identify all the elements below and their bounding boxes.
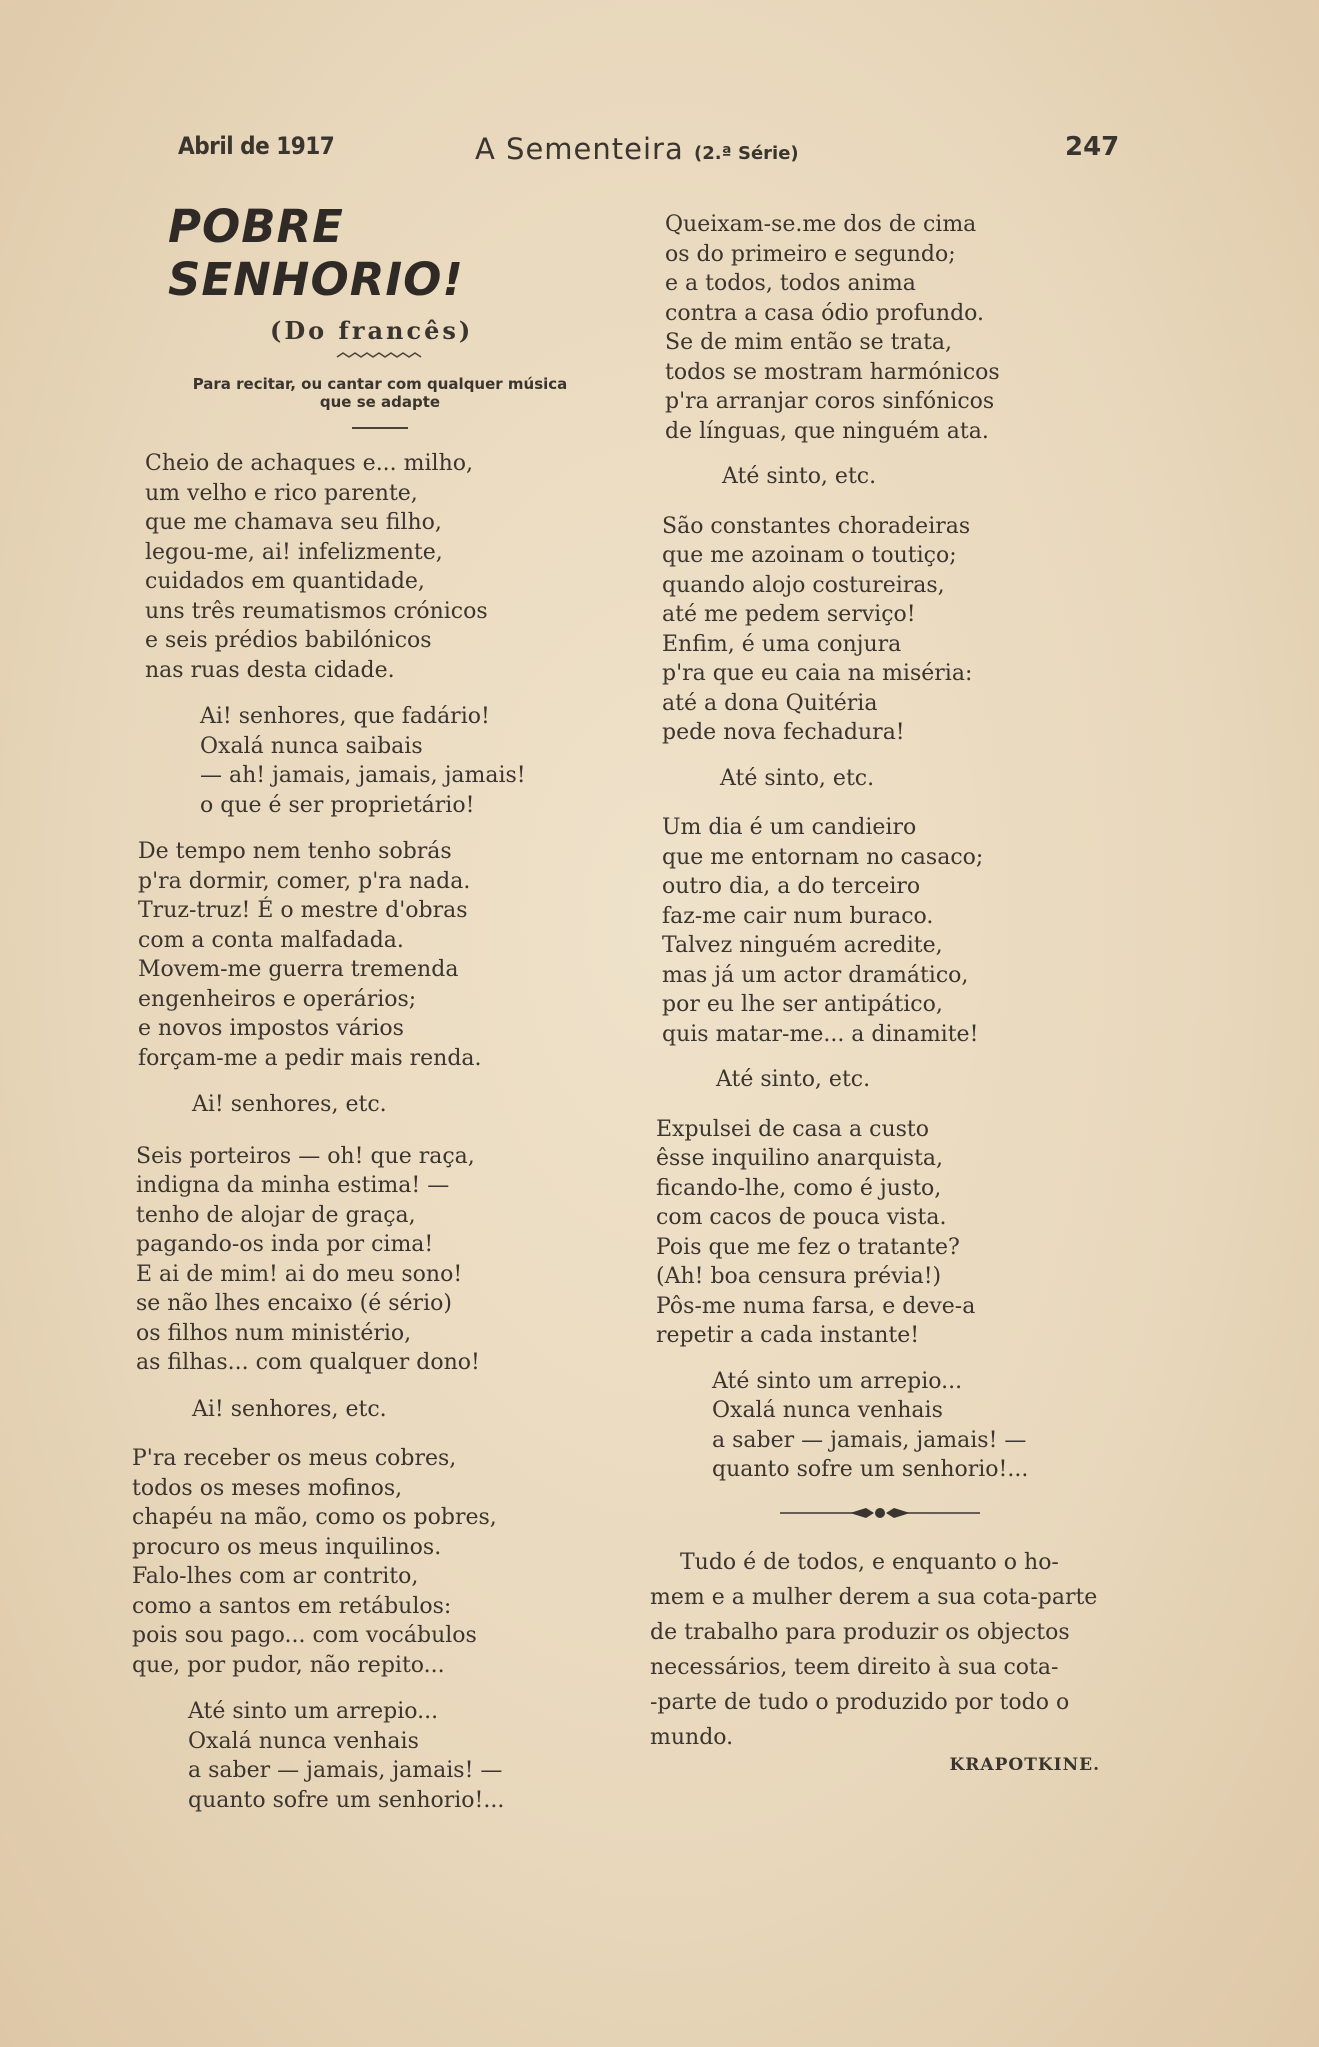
refrain-full: [130, 702, 630, 820]
verse-line: pois sou pago... com vocábulos: [132, 1623, 477, 1648]
verse-line: que me entornam no casaco;: [662, 844, 984, 870]
note-line: que se adapte: [319, 393, 441, 411]
verse-line: faz-me cair num buraco.: [662, 903, 934, 929]
verse-line: Seis porteiros — oh! que raça,: [136, 1143, 475, 1169]
verse-line: Pois que me fez o tratante?: [656, 1234, 960, 1260]
verse-line: De tempo nem tenho sobrás: [138, 839, 452, 864]
verse-line: Ai! senhores, etc.: [192, 1396, 387, 1422]
right-column: [650, 210, 1130, 1775]
stanza-2: [138, 837, 630, 1073]
verse-line: Até sinto, etc.: [722, 464, 877, 489]
verse-line: legou-me, ai! infelizmente,: [145, 539, 443, 565]
verse-line: Oxalá nunca venhais: [712, 1398, 943, 1423]
verse-line: se não lhes encaixo (é sério): [136, 1291, 452, 1316]
verse-line: tenho de alojar de graça,: [136, 1202, 416, 1228]
quote-line: Tudo é de todos, e enquanto o ho-: [680, 1549, 1059, 1575]
verse-line: todos os meses mofinos,: [132, 1475, 403, 1501]
verse-line: a saber — jamais, jamais! —: [712, 1427, 1027, 1453]
verse-line: cuidados em quantidade,: [145, 569, 425, 594]
verse-line: Um dia é um candieiro: [662, 815, 917, 840]
performance-note: [160, 375, 600, 411]
verse-line: indigna da minha estima! —: [136, 1173, 450, 1198]
verse-line: E ai de mim! ai do meu sono!: [136, 1261, 463, 1287]
verse-line: contra a casa ódio profundo.: [665, 300, 985, 326]
verse-line: Até sinto, etc.: [720, 765, 875, 791]
verse-line: Até sinto um arrepio...: [188, 1699, 439, 1724]
verse-line: Ai! senhores, que fadário!: [200, 704, 490, 729]
stanza-6: [662, 512, 1130, 748]
squiggle-divider: [335, 349, 425, 365]
verse-line: Oxalá nunca venhais: [188, 1728, 419, 1754]
verse-line: — ah! jamais, jamais, jamais!: [200, 763, 526, 788]
verse-line: outro dia, a do terceiro: [662, 874, 921, 899]
verse-line: Enfim, é uma conjura: [662, 631, 902, 657]
verse-line: todos se mostram harmónicos: [665, 359, 1000, 385]
verse-line: uns três reumatismos crónicos: [145, 598, 488, 624]
verse-line: São constantes choradeiras: [662, 513, 971, 539]
verse-line: que me chamava seu filho,: [145, 510, 442, 535]
verse-line: e novos impostos vários: [138, 1016, 404, 1041]
verse-line: até a dona Quitéria: [662, 690, 878, 716]
verse-line: repetir a cada instante!: [656, 1323, 920, 1348]
verse-line: e seis prédios babilónicos: [145, 628, 432, 653]
verse-line: p'ra que eu caia na miséria:: [662, 661, 973, 686]
verse-line: Até sinto um arrepio...: [712, 1368, 963, 1394]
verse-line: Pôs-me numa farsa, e deve-a: [656, 1293, 976, 1319]
verse-line: os filhos num ministério,: [136, 1320, 412, 1346]
page-number: 247: [1065, 132, 1120, 162]
verse-line: procuro os meus inquilinos.: [132, 1534, 442, 1560]
verse-line: forçam-me a pedir mais renda.: [138, 1045, 482, 1071]
series-label: (2.ª Série): [693, 143, 799, 164]
stanza-8: [656, 1115, 1130, 1351]
verse-line: p'ra arranjar coros sinfónicos: [665, 389, 995, 414]
verse-line: as filhas... com qualquer dono!: [136, 1350, 480, 1375]
publication-title: [475, 132, 799, 166]
stanza-7: [662, 813, 1130, 1049]
refrain-etc: [650, 462, 1130, 492]
verse-line: engenheiros e operários;: [138, 986, 417, 1012]
verse-line: Truz-truz! É o mestre d'obras: [138, 898, 468, 923]
verse-line: quanto sofre um senhorio!...: [712, 1457, 1029, 1482]
verse-line: p'ra dormir, comer, p'ra nada.: [138, 868, 471, 894]
verse-line: por eu lhe ser antipático,: [662, 992, 943, 1017]
stanza-5: [665, 210, 1130, 446]
verse-line: com cacos de pouca vista.: [656, 1205, 947, 1230]
verse-line: pede nova fechadura!: [662, 720, 905, 745]
publication-name: A Sementeira: [475, 132, 684, 166]
ornament-divider: [780, 1503, 980, 1523]
verse-line: os do primeiro e segundo;: [665, 241, 956, 267]
verse-line: Falo-lhes com ar contrito,: [132, 1564, 419, 1589]
verse-line: que, por pudor, não repito...: [132, 1652, 445, 1678]
verse-line: a saber — jamais, jamais! —: [188, 1758, 503, 1783]
verse-line: Movem-me guerra tremenda: [138, 957, 459, 982]
verse-line: Oxalá nunca saibais: [200, 733, 423, 759]
verse-line: Se de mim então se trata,: [665, 330, 953, 355]
verse-line: que me azoinam o toutiço;: [662, 543, 957, 568]
verse-line: ficando-lhe, como é justo,: [656, 1175, 942, 1201]
verse-line: o que é ser proprietário!: [200, 792, 475, 818]
refrain-final-left: [130, 1697, 630, 1815]
short-rule: [352, 427, 408, 429]
quote-line: -parte de tudo o produzido por todo o: [650, 1689, 1070, 1715]
issue-date: Abril de 1917: [178, 132, 335, 160]
poem-title: POBRE SENHORIO!: [168, 200, 464, 306]
verse-line: pagando-os inda por cima!: [136, 1232, 434, 1257]
quote-author: KRAPOTKINE.: [949, 1754, 1100, 1775]
refrain-short: [130, 1395, 630, 1425]
verse-line: Queixam-se.me dos de cima: [665, 212, 977, 237]
verse-line: P'ra receber os meus cobres,: [132, 1446, 457, 1471]
verse-line: Talvez ninguém acredite,: [662, 933, 943, 958]
verse-line: um velho e rico parente,: [145, 480, 418, 506]
quote-line: mem e a mulher derem a sua cota-parte: [650, 1584, 1098, 1610]
verse-line: Expulsei de casa a custo: [656, 1116, 930, 1142]
verse-line: quis matar-me... a dinamite!: [662, 1021, 979, 1047]
refrain-short: [130, 1090, 630, 1120]
verse-line: (Ah! boa censura prévia!): [656, 1264, 942, 1289]
quote-line: necessários, teem direito à sua cota-: [650, 1654, 1059, 1680]
kropotkin-quote: [650, 1545, 1120, 1755]
refrain-etc: [650, 1065, 1130, 1095]
verse-line: e a todos, todos anima: [665, 271, 916, 296]
page-header: [170, 128, 1120, 168]
note-line: Para recitar, ou cantar com qualquer música: [192, 375, 568, 393]
verse-line: até me pedem serviço!: [662, 602, 916, 627]
refrain-final-right: [650, 1367, 1130, 1485]
verse-line: quando alojo costureiras,: [662, 572, 945, 598]
stanza-3: [136, 1142, 630, 1378]
verse-line: quanto sofre um senhorio!...: [188, 1787, 505, 1813]
verse-line: mas já um actor dramático,: [662, 962, 969, 988]
verse-line: nas ruas desta cidade.: [145, 657, 395, 683]
verse-line: Ai! senhores, etc.: [192, 1092, 387, 1117]
verse-line: chapéu na mão, como os pobres,: [132, 1505, 497, 1530]
poem-subtitle: (Do francês): [270, 316, 474, 345]
stanza-4: [132, 1444, 630, 1680]
verse-line: Até sinto, etc.: [716, 1067, 871, 1092]
verse-line: de línguas, que ninguém ata.: [665, 418, 989, 444]
verse-line: com a conta malfadada.: [138, 927, 404, 953]
quote-line: de trabalho para produzir os objectos: [650, 1619, 1070, 1645]
stanza-1: [145, 449, 630, 685]
verse-line: êsse inquilino anarquista,: [656, 1146, 944, 1171]
verse-line: Cheio de achaques e... milho,: [145, 451, 474, 476]
quote-line: mundo.: [650, 1724, 734, 1750]
refrain-etc: [650, 764, 1130, 794]
verse-line: como a santos em retábulos:: [132, 1593, 452, 1619]
left-column: [130, 200, 630, 1815]
